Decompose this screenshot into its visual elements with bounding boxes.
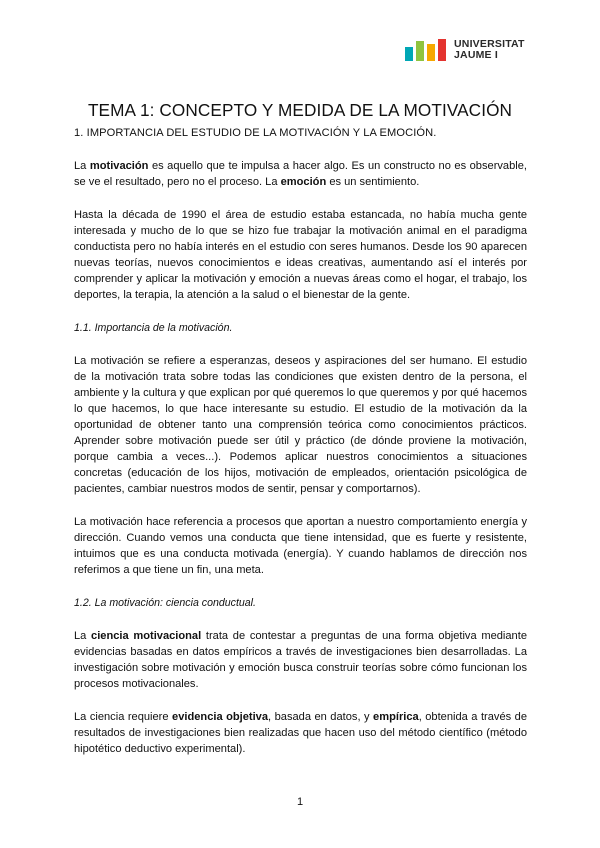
logo-bar-orange bbox=[427, 44, 435, 61]
text-run: es aquello que te impulsa a hacer algo. Es un constructo no es observable, se ve el resultado, pero no el proceso. La bbox=[74, 160, 527, 188]
logo-bar-green bbox=[416, 41, 424, 61]
paragraph-energy-direction: La motivación hace referencia a procesos que aportan a nuestro comportamiento energía y dirección. Cuando vemos una conducta que tiene intensidad, que es fuerte y resistente, intuimos que es una conducta motivada (energía). Y cuando hablamos de dirección nos referimos a que tiene un fin, una meta. bbox=[74, 516, 527, 576]
bold-term: ciencia motivacional bbox=[91, 630, 202, 642]
paragraph-ciencia-motivacional bbox=[74, 628, 527, 692]
text-run: La bbox=[74, 630, 92, 642]
logo-text bbox=[454, 39, 525, 61]
text-run: , obtenida a través de resultados de investigaciones bien realizadas que hacen uso del método científico (método hipotético deductivo experimental). bbox=[74, 711, 527, 755]
text-run: La bbox=[74, 160, 90, 172]
subsection-heading-1-2: 1.2. La motivación: ciencia conductual. bbox=[74, 597, 256, 609]
logo-bar-red bbox=[438, 39, 446, 61]
paragraph-importance: La motivación se refiere a esperanzas, deseos y aspiraciones del ser humano. El estudio de la motivación trata sobre todas las condiciones que existen dentro de la persona, el ambiente y la cultura y que explican por qué queremos lo que queremos y por qué hacemos lo que hacemos, lo que hace interesante su estudio. El estudio de la motivación da la oportunidad de obtener tanto una comprensión teórica como conocimientos prácticos. Aprender sobre motivación puede ser útil y práctico (de dónde proviene la motivación, porque cambia a veces...). Podemos aplicar nuestros conocimientos a situaciones concretas (educación de los hijos, motivación de empleados, orientación psicológica de pacientes, cambiar nuestros modos de sentir, pensar y comportarnos). bbox=[74, 355, 527, 495]
bold-term: motivación bbox=[89, 160, 149, 172]
logo-line1: UNIVERSITAT bbox=[454, 38, 525, 50]
text-run: La ciencia requiere bbox=[74, 711, 173, 723]
paragraph-evidencia bbox=[74, 709, 527, 757]
bold-term: empírica bbox=[373, 711, 419, 723]
text-run: , basada en datos, y bbox=[268, 711, 374, 723]
paragraph-history: Hasta la década de 1990 el área de estudio estaba estancada, no había mucha gente interesada y mucho de lo que se hizo fue trabajar la motivación animal en el paradigma conductista pero no había interés en el estudio con seres humanos. Desde los 90 aparecen nuevas teorías, nuevos conocimientos e ideas creativas, aumentando así el interés por comprender y aplicar la motivación y emoción a nuevas áreas como el hogar, el trabajo, los deportes, la terapia, la atención a la salud o el bienestar de la gente. bbox=[74, 209, 527, 301]
university-logo bbox=[405, 38, 525, 62]
text-run: es un sentimiento. bbox=[326, 176, 420, 188]
document-body bbox=[74, 125, 527, 757]
text-run: trata de contestar a preguntas de una forma objetiva mediante evidencias basadas en datos empíricos a través de investigaciones bien desarrolladas. La investigación sobre motivación y emoción busca construir teorías sobre cómo funcionan los procesos motivacionales. bbox=[74, 630, 527, 690]
subsection-heading-1-1: 1.1. Importancia de la motivación. bbox=[74, 322, 233, 334]
document-title: TEMA 1: CONCEPTO Y MEDIDA DE LA MOTIVACIÓN bbox=[87, 99, 513, 120]
bold-term: evidencia objetiva bbox=[172, 711, 269, 723]
logo-marks bbox=[405, 39, 449, 61]
logo-line2: JAUME I bbox=[454, 49, 498, 61]
logo-bar-teal bbox=[405, 47, 413, 61]
paragraph-motivacion-definition bbox=[74, 158, 527, 190]
section-heading: 1. IMPORTANCIA DEL ESTUDIO DE LA MOTIVACIÓN Y LA EMOCIÓN. bbox=[74, 127, 437, 139]
page-number: 1 bbox=[296, 796, 304, 808]
bold-term: emoción bbox=[280, 176, 327, 188]
